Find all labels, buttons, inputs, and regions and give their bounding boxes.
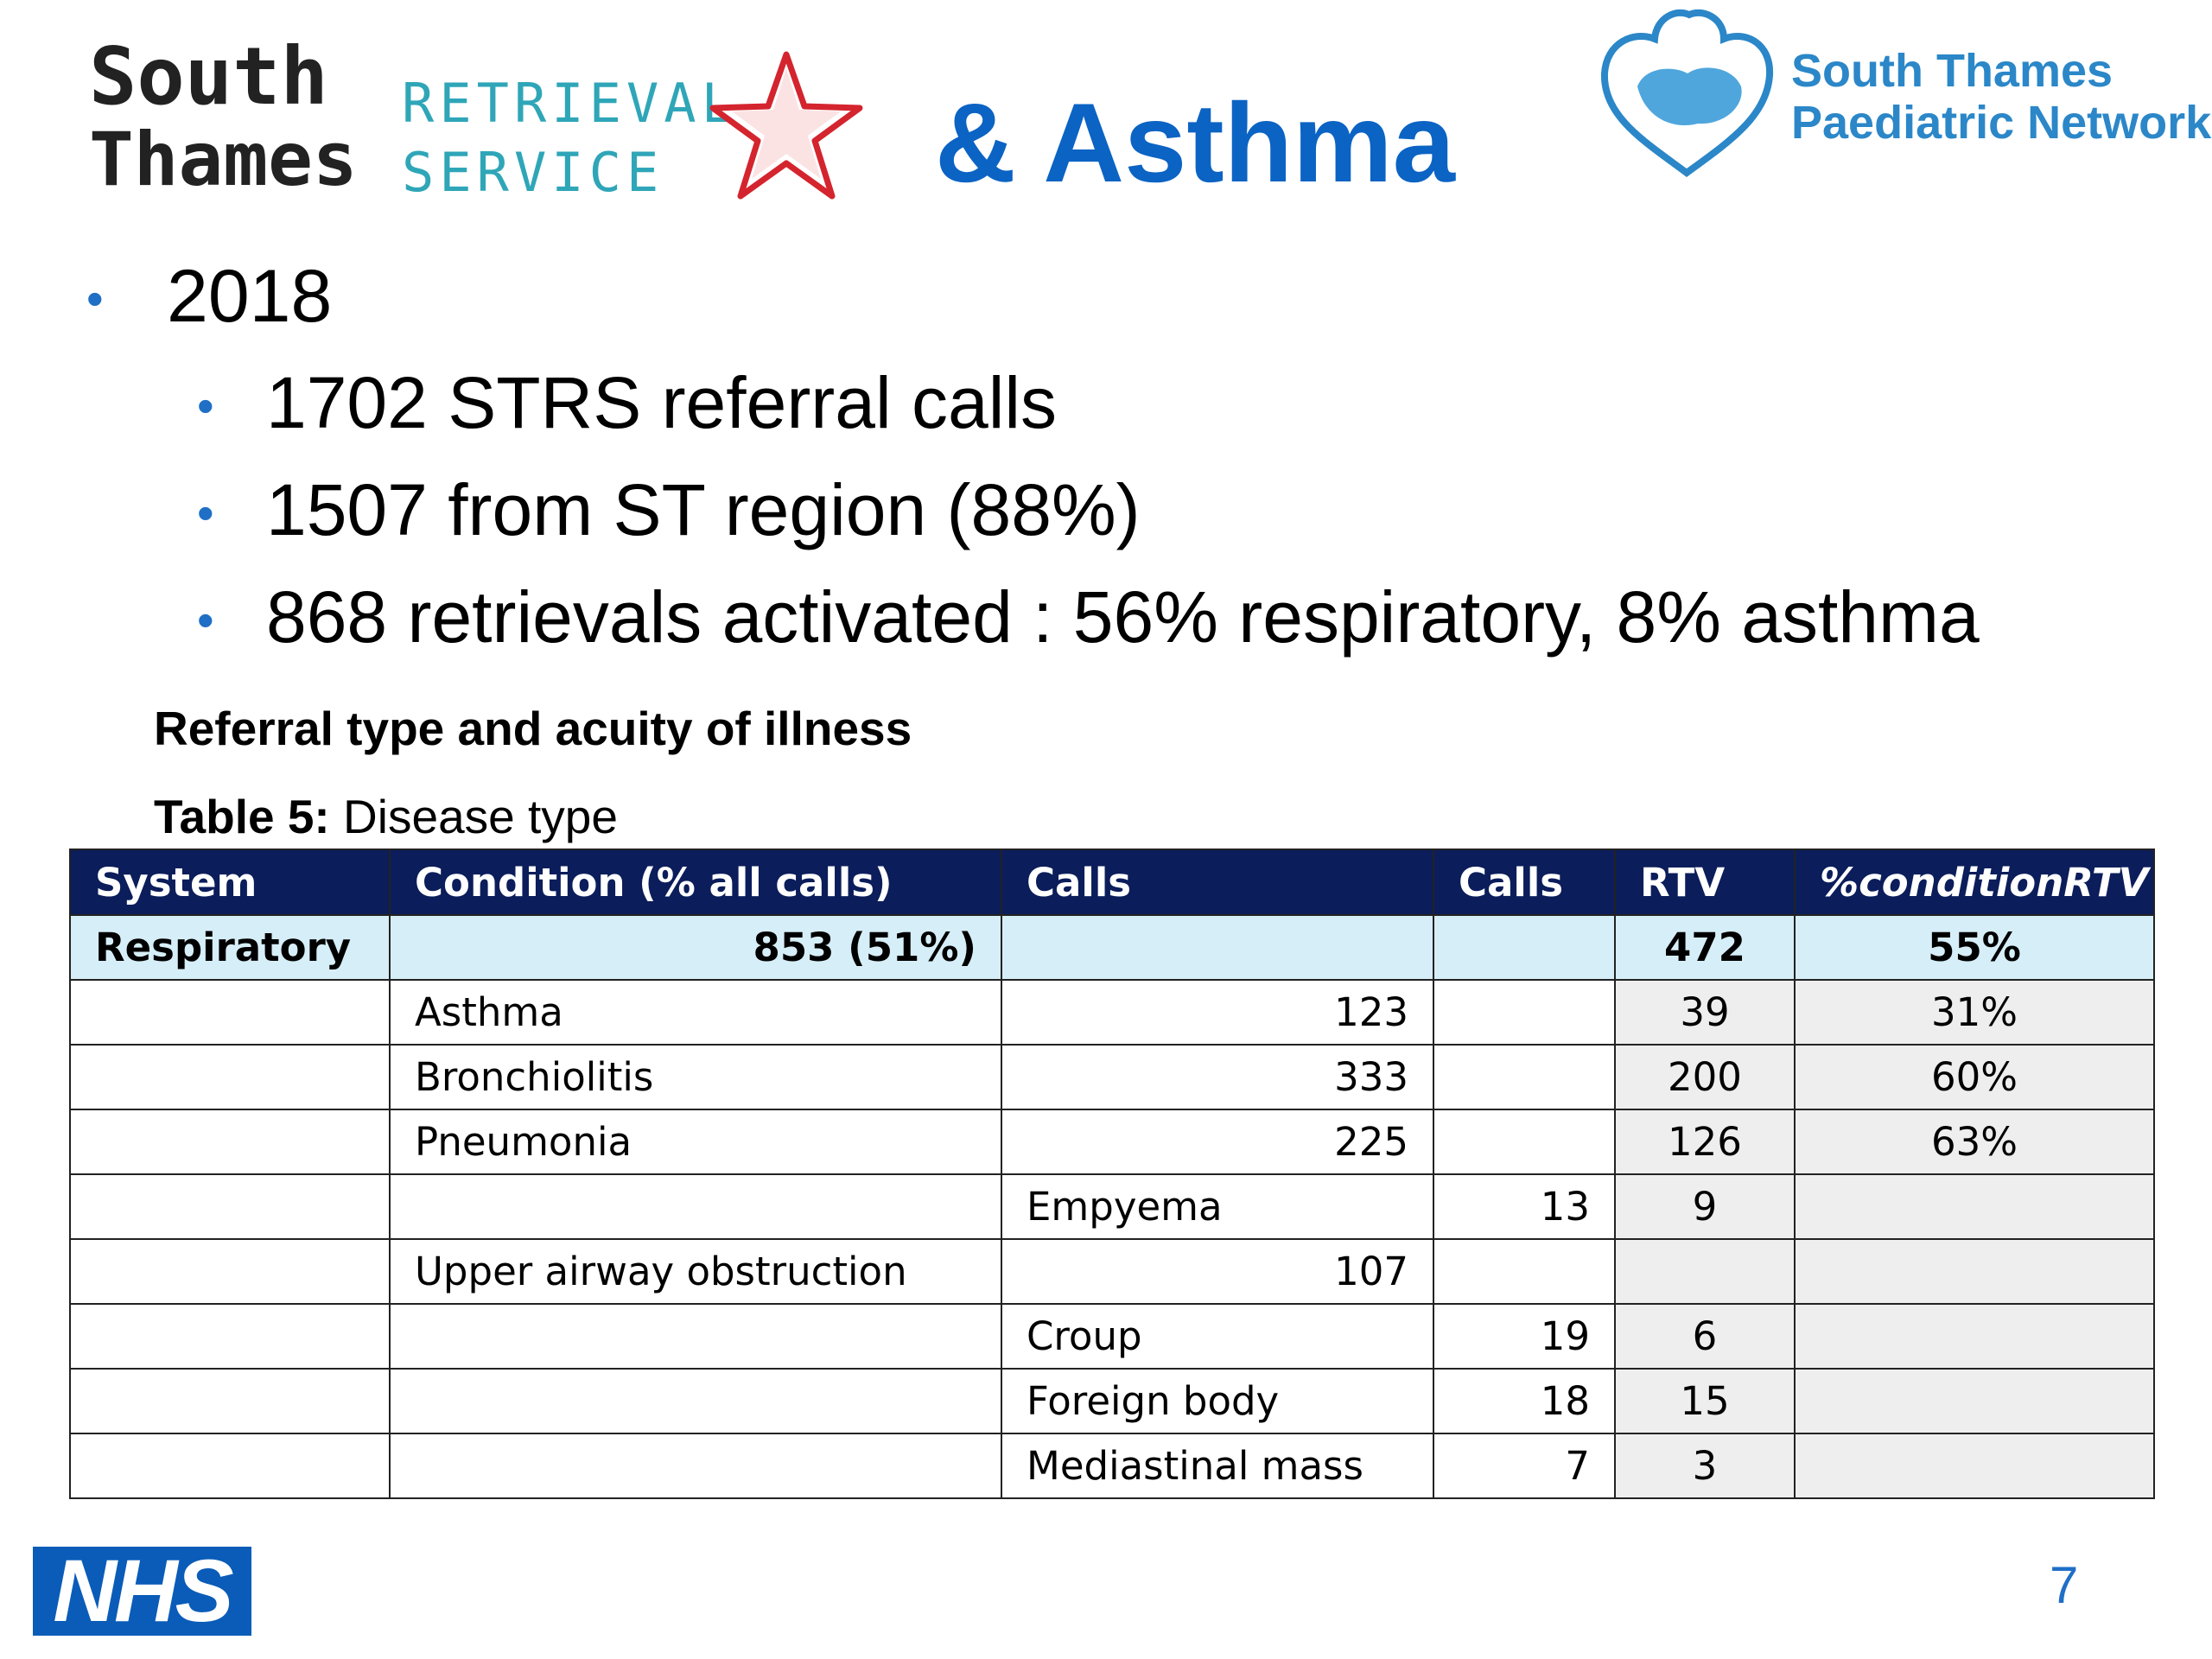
table-cell bbox=[1795, 1433, 2154, 1498]
strs-logo-thames: Thames bbox=[89, 117, 358, 203]
table-cell: Upper airway obstruction bbox=[390, 1239, 1001, 1304]
bullet-item: 868 retrievals activated : 56% respiratory, 8% asthma bbox=[266, 576, 1980, 658]
bullet-marker: • bbox=[197, 378, 214, 433]
table-cell: Bronchiolitis bbox=[390, 1045, 1001, 1109]
table-row bbox=[70, 1045, 2154, 1109]
table-cell: 18 bbox=[1433, 1369, 1615, 1433]
table-cell bbox=[70, 1433, 390, 1498]
table-row bbox=[70, 1369, 2154, 1433]
table-cell: Respiratory bbox=[70, 915, 390, 980]
table-row bbox=[70, 1239, 2154, 1304]
header-condition: Condition (% all calls) bbox=[390, 849, 1001, 915]
stpn-logo bbox=[1590, 4, 2212, 190]
table-cell: Croup bbox=[1001, 1304, 1433, 1369]
table-cell bbox=[70, 1304, 390, 1369]
table-caption-label: Table 5: bbox=[154, 790, 330, 843]
table-cell: Asthma bbox=[390, 980, 1001, 1045]
table-cell bbox=[70, 1239, 390, 1304]
table-cell bbox=[1433, 915, 1615, 980]
table-cell: Foreign body bbox=[1001, 1369, 1433, 1433]
table-cell: Mediastinal mass bbox=[1001, 1433, 1433, 1498]
table-cell: Pneumonia bbox=[390, 1109, 1001, 1174]
table-cell bbox=[1433, 1239, 1615, 1304]
table-cell: 225 bbox=[1001, 1109, 1433, 1174]
header-system: System bbox=[70, 849, 390, 915]
page-number: 7 bbox=[2050, 1556, 2079, 1614]
table-cell bbox=[1001, 915, 1433, 980]
star-icon bbox=[704, 48, 868, 212]
table-cell: 3 bbox=[1615, 1433, 1795, 1498]
table-cell: 472 bbox=[1615, 915, 1795, 980]
table-cell bbox=[1433, 1045, 1615, 1109]
table-cell bbox=[1795, 1369, 2154, 1433]
table-caption bbox=[154, 790, 618, 843]
table-cell: 15 bbox=[1615, 1369, 1795, 1433]
table-cell: 63% bbox=[1795, 1109, 2154, 1174]
stpn-logo-line2: Paediatric Network bbox=[1791, 97, 2212, 149]
table-cell: 107 bbox=[1001, 1239, 1433, 1304]
strs-logo-south: South bbox=[89, 30, 328, 123]
table-cell bbox=[70, 980, 390, 1045]
table-cell: 55% bbox=[1795, 915, 2154, 980]
disease-type-table bbox=[69, 849, 2155, 1499]
table-cell: 333 bbox=[1001, 1045, 1433, 1109]
table-cell: 13 bbox=[1433, 1174, 1615, 1239]
bullet-item: 1702 STRS referral calls bbox=[266, 362, 1058, 443]
header-calls: Calls bbox=[1001, 849, 1433, 915]
strs-logo-retrieval: RETRIEVAL bbox=[402, 72, 739, 135]
table-row bbox=[70, 1109, 2154, 1174]
table-cell bbox=[1795, 1174, 2154, 1239]
table-cell: 7 bbox=[1433, 1433, 1615, 1498]
table-cell bbox=[1795, 1304, 2154, 1369]
table-cell: 39 bbox=[1615, 980, 1795, 1045]
table-row bbox=[70, 1174, 2154, 1239]
table-cell: 126 bbox=[1615, 1109, 1795, 1174]
bullet-year: 2018 bbox=[167, 255, 333, 338]
table-cell: 19 bbox=[1433, 1304, 1615, 1369]
table-cell: Empyema bbox=[1001, 1174, 1433, 1239]
strs-logo bbox=[82, 30, 877, 225]
table-cell bbox=[390, 1304, 1001, 1369]
table-cell bbox=[390, 1369, 1001, 1433]
strs-logo-service: SERVICE bbox=[402, 141, 664, 204]
table-cell: 6 bbox=[1615, 1304, 1795, 1369]
table-cell bbox=[1615, 1239, 1795, 1304]
bullet-marker: • bbox=[197, 486, 214, 540]
table-cell bbox=[1433, 1109, 1615, 1174]
table-header-row bbox=[70, 849, 2154, 915]
table-cell bbox=[390, 1433, 1001, 1498]
table-cell bbox=[70, 1369, 390, 1433]
stpn-logo-line1: South Thames bbox=[1791, 45, 2113, 97]
heart-map-icon bbox=[1594, 4, 1780, 186]
header-calls-sub: Calls bbox=[1433, 849, 1615, 915]
table-cell: 123 bbox=[1001, 980, 1433, 1045]
bullet-marker: • bbox=[86, 271, 104, 326]
bullet-marker: • bbox=[197, 593, 214, 647]
table-caption-text: Disease type bbox=[329, 790, 618, 843]
header-condition-rtv: %conditionRTV bbox=[1795, 849, 2154, 915]
nhs-logo: NHS bbox=[33, 1547, 251, 1636]
table-cell bbox=[1433, 980, 1615, 1045]
table-cell: 60% bbox=[1795, 1045, 2154, 1109]
section-subtitle: Referral type and acuity of illness bbox=[154, 702, 912, 755]
table-row bbox=[70, 980, 2154, 1045]
header-rtv: RTV bbox=[1615, 849, 1795, 915]
table-row bbox=[70, 915, 2154, 980]
slide-title: & Asthma bbox=[935, 79, 1455, 206]
table-cell bbox=[1795, 1239, 2154, 1304]
table-cell: 853 (51%) bbox=[390, 915, 1001, 980]
table-cell bbox=[390, 1174, 1001, 1239]
table-cell bbox=[70, 1109, 390, 1174]
table-cell bbox=[70, 1045, 390, 1109]
table-cell: 9 bbox=[1615, 1174, 1795, 1239]
table-row bbox=[70, 1304, 2154, 1369]
table-cell: 31% bbox=[1795, 980, 2154, 1045]
table-row bbox=[70, 1433, 2154, 1498]
table-cell: 200 bbox=[1615, 1045, 1795, 1109]
bullet-item: 1507 from ST region (88%) bbox=[266, 469, 1141, 550]
table-cell bbox=[70, 1174, 390, 1239]
